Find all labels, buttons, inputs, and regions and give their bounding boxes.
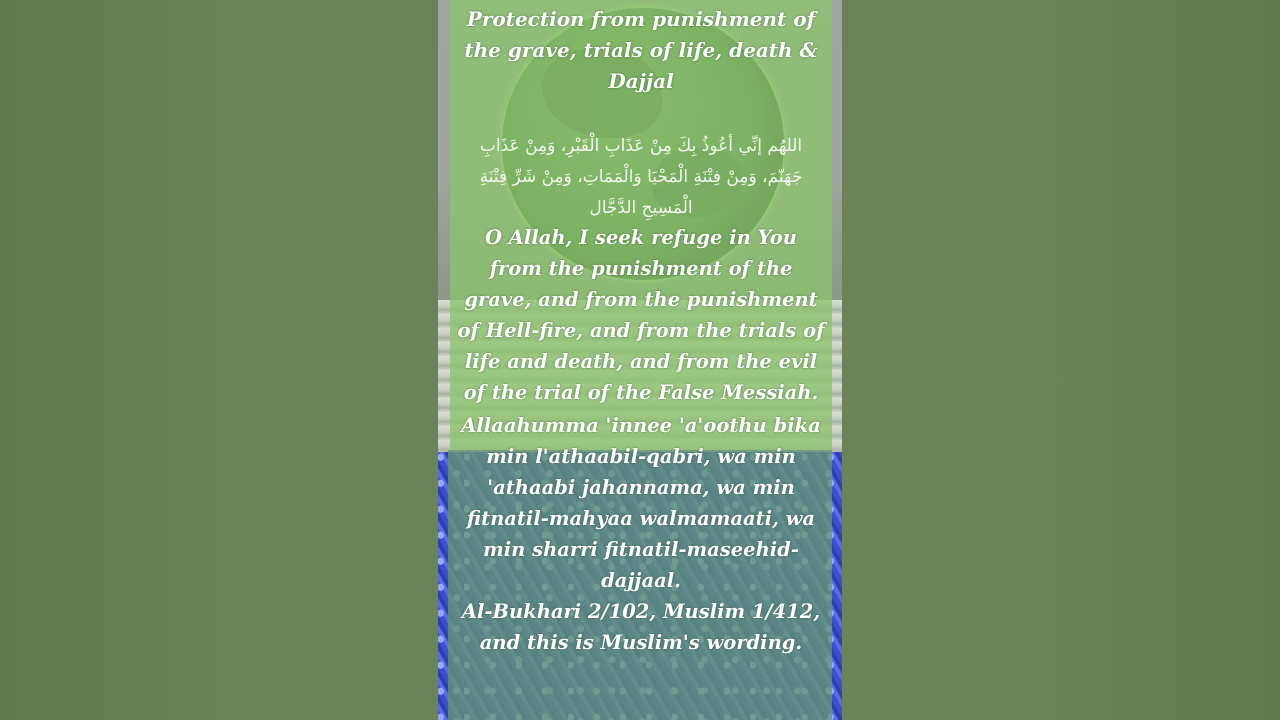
dua-text-column [450,0,832,658]
arabic-text: اللهُم إنِّي أعُوذُ بِكَ مِنْ عَذَابِ الْقَبْرِ، وَمِنْ عَذَابِ جَهَنّمَ، وَمِنْ فِتْنَةِ الْمَحْيَا وَالْمَمَاتِ، وَمِنْ شَرِّ فِتْنَةِ الْمَسِيحِ الدَّجَّال [479,136,803,218]
english-translation: O Allah, I seek refuge in You from the punishment of the grave, and from the punishment of Hell-fire, and from the trials of life and death, and from the evil of the trial of the False Messiah. [457,226,825,404]
transliteration-text: Allaahumma 'innee 'a'oothu bika min l'athaabil-qabri, wa min 'athaabi jahannama, wa min fitnatil-mahyaa walmamaati, wa min sharri fitnatil-maseehid-dajjaal. [461,414,821,592]
dua-title: Protection from punishment of the grave, trials of life, death & Dajjal [464,7,818,93]
video-frame [438,0,842,720]
hadith-reference: Al-Bukhari 2/102, Muslim 1/412, and this is Muslim's wording. [461,600,821,654]
